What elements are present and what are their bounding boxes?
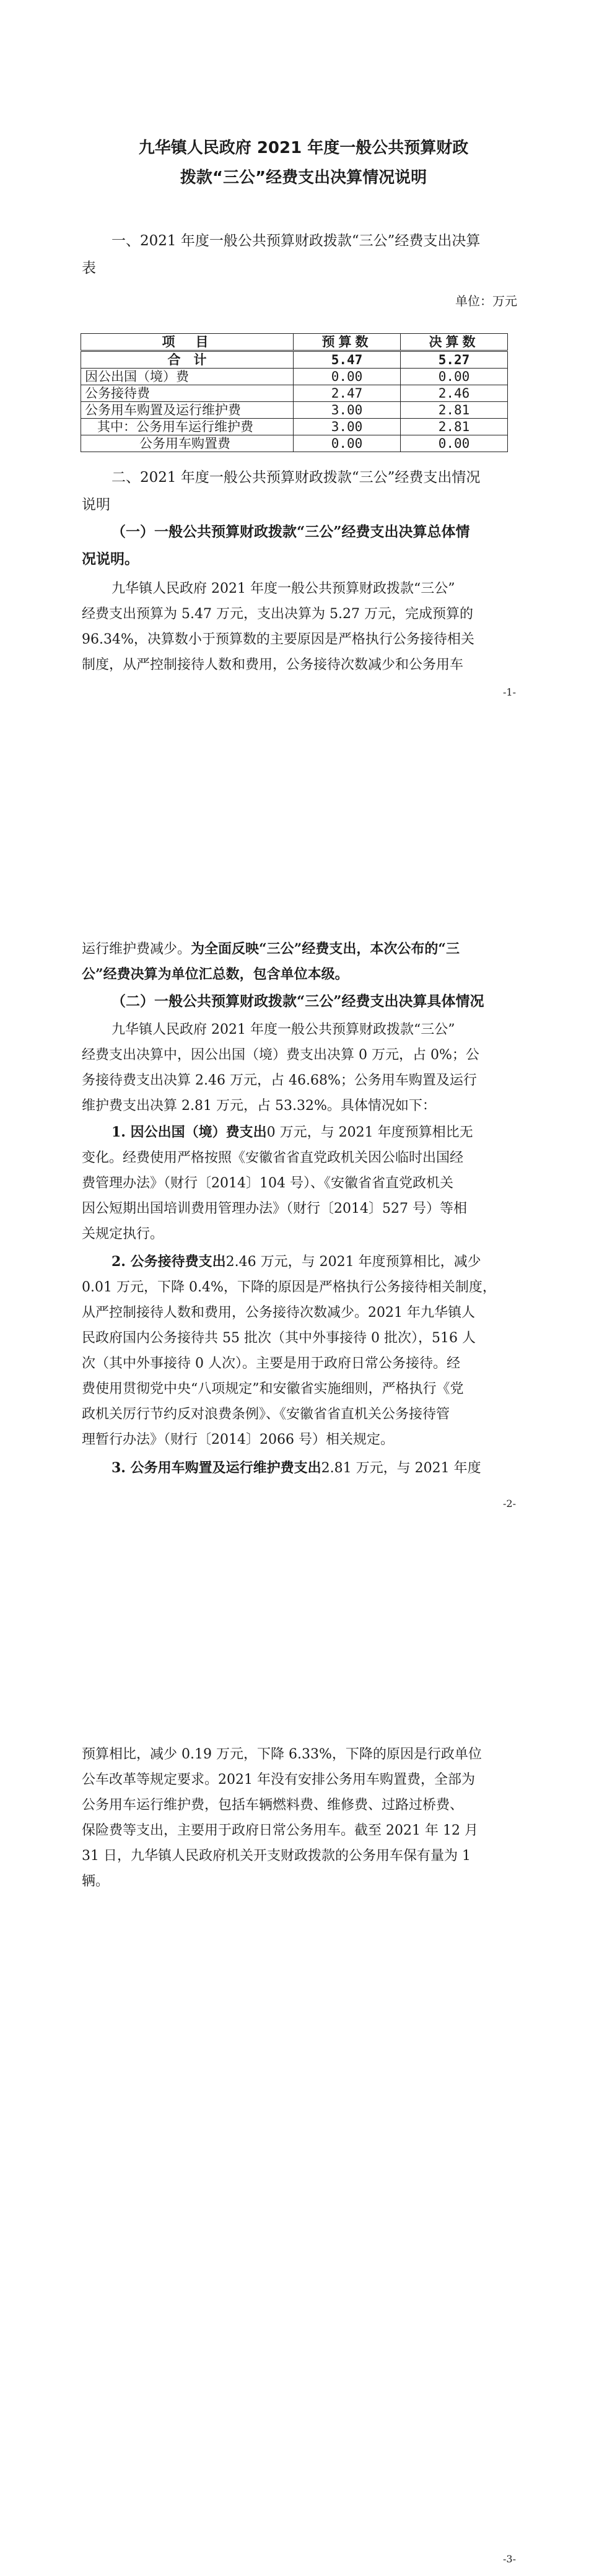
sangong-budget-table [81, 333, 508, 452]
subheading-1-line-2: 况说明。 [82, 551, 139, 567]
paragraph-line: 0.01 万元，下降 0.4%，下降的原因是严格执行公务接待相关制度， [82, 1280, 496, 1295]
table-row [81, 402, 508, 419]
paragraph-line: 从严控制接待人数和费用，公务接待次数减少。2021 年九华镇人 [82, 1305, 475, 1321]
row-budget: 5.47 [294, 351, 401, 369]
paragraph-line: 辆。 [82, 1874, 110, 1889]
row-name: 公务用车购置及运行维护费 [81, 402, 294, 419]
paragraph-line: 因公短期出国培训费用管理办法》（财行〔2014〕527 号）等相 [82, 1201, 467, 1216]
paragraph-line: 31 日，九华镇人民政府机关开支财政拨款的公务用车保有量为 1 [82, 1848, 471, 1864]
section2-heading-line-1: 二、2021 年度一般公共预算财政拨款“三公”经费支出情况 [111, 469, 481, 486]
row-name: 其中：公务用车运行维护费 [81, 419, 294, 435]
item-3-line [111, 1456, 557, 1481]
paragraph-line: 经费支出决算中，因公出国（境）费支出决算 0 万元，占 0%；公 [82, 1047, 479, 1063]
paragraph-line: 费管理办法》（财行〔2014〕104 号）、《安徽省省直党政机关 [82, 1176, 453, 1191]
item-2-text: 2.46 万元，与 2021 年度预算相比，减少 [225, 1254, 481, 1270]
row-name: 公务接待费 [81, 385, 294, 402]
paragraph-line: 关规定执行。 [82, 1226, 164, 1242]
section1-heading-line-1: 一、2021 年度一般公共预算财政拨款“三公”经费支出决算 [111, 233, 481, 249]
row-actual: 0.00 [401, 369, 508, 385]
row-budget: 2.47 [294, 385, 401, 402]
paragraph-line: 变化。经费使用严格按照《安徽省省直党政机关因公临时出国经 [82, 1150, 464, 1166]
item-1-text: 0 万元，与 2021 年度预算相比无 [266, 1125, 473, 1140]
row-name: 因公出国（境）费 [81, 369, 294, 385]
item-1-label: 1. 因公出国（境）费支出 [111, 1124, 267, 1140]
table-header-row [81, 334, 508, 351]
paragraph-line: 保险费等支出，主要用于政府日常公务用车。截至 2021 年 12 月 [82, 1823, 478, 1838]
table-row [81, 351, 508, 369]
row-budget: 0.00 [294, 369, 401, 385]
paragraph-line: 维护费支出决算 2.81 万元，占 53.32%。具体情况如下： [82, 1098, 436, 1114]
paragraph-bold-line: 公”经费决算为单位汇总数，包含单位本级。 [82, 966, 349, 982]
document-title-line-1: 九华镇人民政府 2021 年度一般公共预算财政 [138, 139, 469, 157]
row-budget: 3.00 [294, 402, 401, 419]
paragraph-line: 预算相比，减少 0.19 万元，下降 6.33%，下降的原因是行政单位 [82, 1747, 482, 1762]
paragraph-line: 九华镇人民政府 2021 年度一般公共预算财政拨款“三公” [111, 1022, 455, 1037]
table-row [81, 419, 508, 435]
paragraph-line: 务接待费支出决算 2.46 万元，占 46.68%；公务用车购置及运行 [82, 1073, 477, 1088]
paragraph-line [82, 937, 557, 962]
item-3-label: 3. 公务用车购置及运行维护费支出 [111, 1460, 321, 1476]
row-actual: 2.46 [401, 385, 508, 402]
subheading-1-line-1: （一）一般公共预算财政拨款“三公”经费支出决算总体情 [111, 523, 470, 540]
table-row [81, 435, 508, 452]
document-title-line-2: 拨款“三公”经费支出决算情况说明 [180, 168, 427, 187]
row-budget: 0.00 [294, 435, 401, 452]
paragraph-line: 费使用贯彻党中央“八项规定”和安徽省实施细则，严格执行《党 [82, 1381, 464, 1397]
paragraph-line: 次（其中外事接待 0 人次）。主要是用于政府日常公务接待。经 [82, 1356, 460, 1371]
column-header-actual: 决算数 [401, 334, 508, 351]
row-name: 公务用车购置费 [81, 435, 294, 452]
page-number-1: -1- [503, 686, 516, 698]
column-header-item: 项 目 [81, 334, 294, 351]
row-actual: 2.81 [401, 419, 508, 435]
paragraph-line: 制度，从严控制接待人数和费用，公务接待次数减少和公务用车 [82, 657, 464, 673]
table-row [81, 385, 508, 402]
item-2-label: 2. 公务接待费支出 [111, 1254, 226, 1270]
page-number-3: -3- [503, 2553, 516, 2565]
paragraph-line: 公务用车运行维护费，包括车辆燃料费、维修费、过路过桥费、 [82, 1797, 464, 1813]
paragraph-line: 96.34%，决算数小于预算数的主要原因是严格执行公务接待相关 [82, 632, 474, 647]
paragraph-line: 民政府国内公务接待共 55 批次（其中外事接待 0 批次），516 人 [82, 1330, 476, 1346]
item-3-text: 2.81 万元，与 2021 年度 [321, 1460, 481, 1476]
item-2-line [111, 1249, 557, 1275]
section1-heading-line-2: 表 [82, 260, 96, 276]
row-actual: 2.81 [401, 402, 508, 419]
column-header-budget: 预算数 [294, 334, 401, 351]
paragraph-line: 公车改革等规定要求。2021 年没有安排公务用车购置费，全部为 [82, 1772, 475, 1788]
paragraph-line: 九华镇人民政府 2021 年度一般公共预算财政拨款“三公” [111, 581, 455, 596]
section2-heading-line-2: 说明 [82, 497, 110, 513]
row-name: 合 计 [81, 351, 294, 369]
paragraph-text: 运行维护费减少。 [82, 941, 191, 957]
row-budget: 3.00 [294, 419, 401, 435]
paragraph-line: 经费支出预算为 5.47 万元，支出决算为 5.27 万元，完成预算的 [82, 606, 473, 622]
row-actual: 5.27 [401, 351, 508, 369]
item-1-line [111, 1120, 557, 1145]
paragraph-line: 理暂行办法》（财行〔2014〕2066 号）相关规定。 [82, 1432, 394, 1447]
page-number-2: -2- [503, 1498, 516, 1509]
subheading-2: （二）一般公共预算财政拨款“三公”经费支出决算具体情况 [111, 993, 484, 1010]
table-row [81, 369, 508, 385]
paragraph-line: 政机关厉行节约反对浪费条例》、《安徽省省直机关公务接待管 [82, 1407, 450, 1422]
row-actual: 0.00 [401, 435, 508, 452]
unit-label: 单位：万元 [455, 294, 517, 308]
paragraph-bold-text: 为全面反映“三公”经费支出，本次公布的“三 [191, 941, 460, 957]
